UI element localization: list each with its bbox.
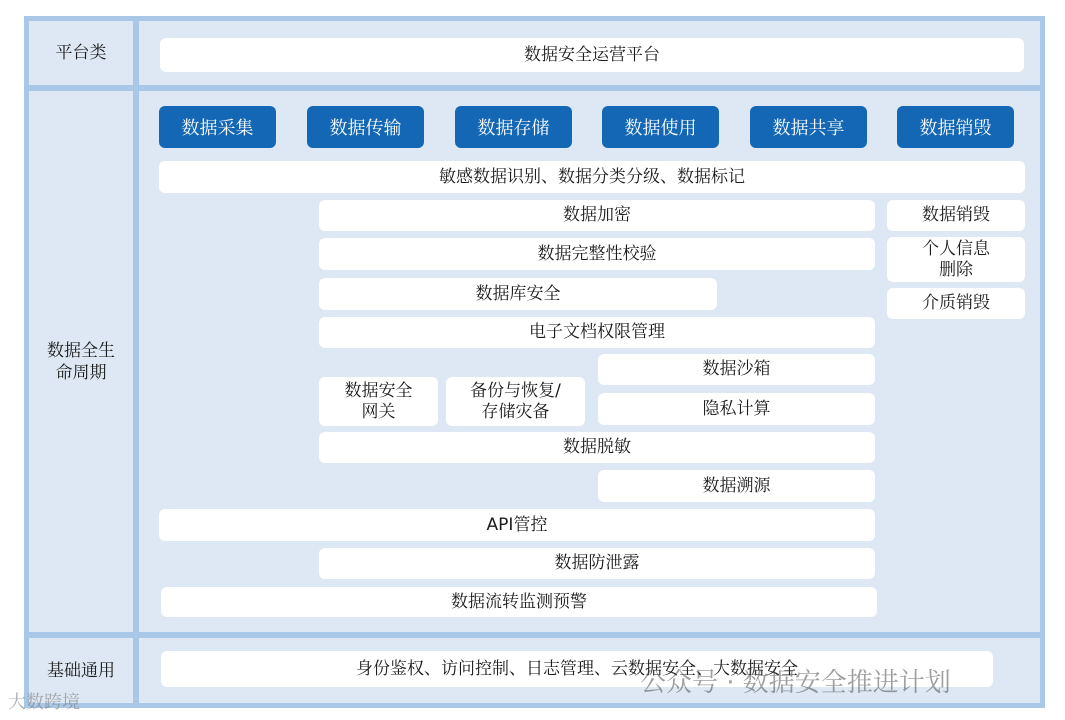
lifecycle-row-label (29, 91, 133, 632)
data-flow-monitoring: 数据流转监测预警 (161, 587, 877, 617)
foundation-row-label: 基础通用 (47, 660, 115, 681)
lifecycle-label-line-2: 命周期 (55, 362, 107, 383)
personal-line-2: 删除 (939, 259, 973, 280)
sensitive-data-identification: 敏感数据识别、数据分类分级、数据标记 (159, 161, 1025, 193)
personal-line-1: 个人信息 (922, 238, 990, 259)
privacy-computing: 隐私计算 (598, 393, 875, 425)
foundation-capabilities: 身份鉴权、访问控制、日志管理、云数据安全、大数据安全 (161, 651, 993, 687)
data-destruction: 数据销毁 (887, 200, 1025, 231)
watermark-source: 大数跨境 (8, 692, 80, 713)
media-destruction: 介质销毁 (887, 288, 1025, 319)
data-encryption: 数据加密 (319, 200, 875, 231)
data-masking: 数据脱敏 (319, 432, 875, 463)
data-leak-prevention: 数据防泄露 (319, 548, 875, 579)
backup-recovery (446, 377, 585, 426)
stage-storage: 数据存储 (455, 106, 572, 148)
security-operations-platform: 数据安全运营平台 (160, 38, 1024, 72)
data-security-gateway (319, 377, 438, 426)
stage-collection: 数据采集 (159, 106, 276, 148)
stage-usage: 数据使用 (602, 106, 719, 148)
data-integrity-check: 数据完整性校验 (319, 238, 875, 270)
stage-sharing: 数据共享 (750, 106, 867, 148)
stage-transmission: 数据传输 (307, 106, 424, 148)
data-sandbox: 数据沙箱 (598, 354, 875, 385)
gateway-line-2: 网关 (361, 401, 396, 422)
personal-info-deletion (887, 237, 1025, 282)
watermark-account: 公众号 · 数据安全推进计划 (640, 668, 951, 698)
backup-line-1: 备份与恢复/ (470, 380, 561, 401)
stage-destruction: 数据销毁 (897, 106, 1014, 148)
gateway-line-1: 数据安全 (344, 380, 413, 401)
lifecycle-label-line-1: 数据全生 (47, 340, 115, 361)
api-control: API管控 (159, 509, 875, 541)
document-permission-management: 电子文档权限管理 (319, 317, 875, 348)
backup-line-2: 存储灾备 (481, 401, 550, 422)
data-traceability: 数据溯源 (598, 470, 875, 502)
platform-row-label: 平台类 (55, 43, 107, 63)
database-security: 数据库安全 (319, 278, 717, 310)
